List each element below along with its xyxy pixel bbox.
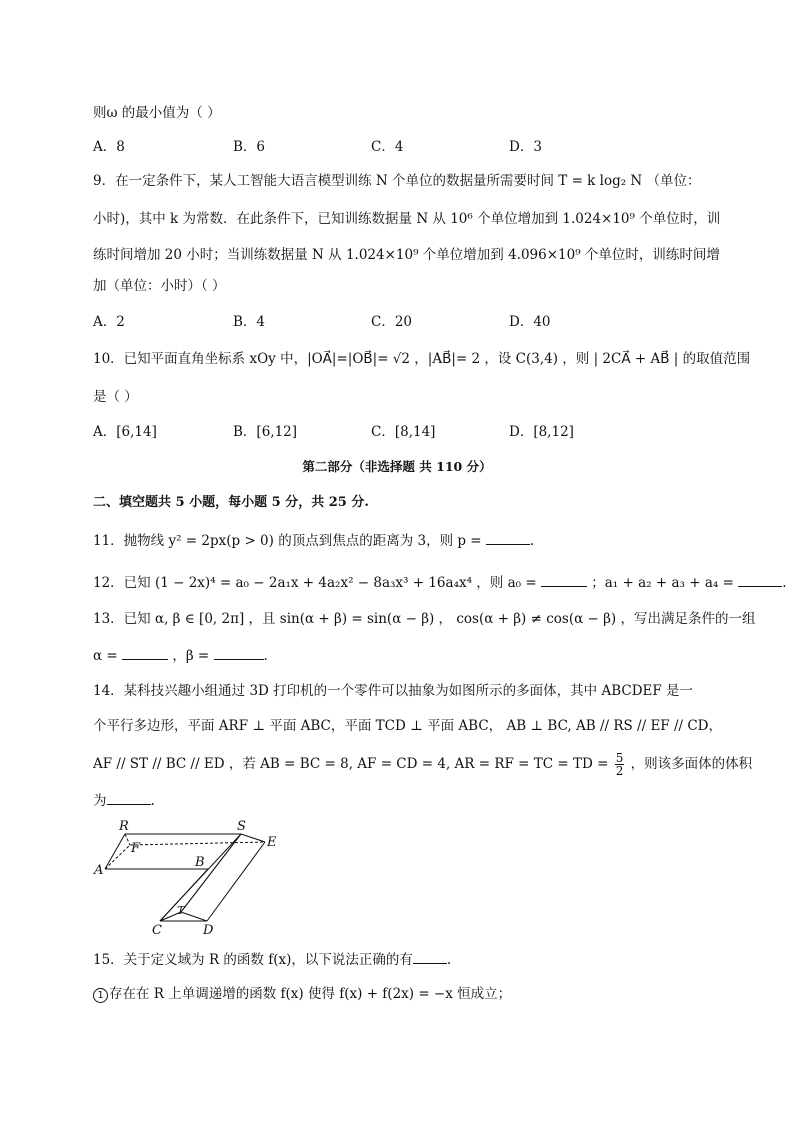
edge-ED — [207, 842, 265, 921]
q10-option-a: A．[6,14] — [93, 424, 157, 440]
part2-title: 第二部分（非选择题 共 110 分） — [302, 459, 492, 474]
q8-option-b: B．6 — [233, 139, 266, 155]
label-S: S — [237, 819, 246, 834]
q13-alpha-blank[interactable] — [122, 646, 168, 660]
q9-option-d: D．40 — [509, 314, 551, 330]
q11-answer-blank[interactable] — [486, 531, 530, 545]
q15-line-1: 15．关于定义域为 R 的函数 f(x)，以下说法正确的有 . — [93, 952, 452, 968]
polyhedron-figure — [93, 812, 293, 937]
q8-option-a: A．8 — [93, 139, 125, 155]
q14-line-4: 为 . — [93, 793, 155, 809]
label-D: D — [203, 923, 214, 937]
q9-option-a: A．2 — [93, 314, 125, 330]
label-F: F — [131, 841, 141, 856]
edge-SE — [241, 834, 265, 842]
q9-line-2: 小时)，其中 k 为常数．在此条件下，已知训练数据量 N 从 10⁶ 个单位增加到 1.024×10⁹ 个单位时，训 — [93, 211, 721, 227]
q12-text: 12．已知 (1 − 2x)⁴ = a₀ − 2a₁x + 4a₂x² − 8a₃x³ + 16a₄x⁴ ，则 a₀ = — [93, 575, 537, 591]
edge-TS — [181, 834, 241, 912]
q14-line-3b: ，则该多面体的体积 — [630, 756, 753, 772]
edge-AF — [105, 845, 130, 869]
q9-line-4: 加（单位：小时）（ ） — [93, 278, 226, 294]
label-E: E — [267, 835, 277, 850]
q14-line-3 — [93, 752, 752, 777]
q9-line-3: 练时间增加 20 小时；当训练数据量 N 从 1.024×10⁹ 个单位增加到 4.096×10⁹ 个单位时，训练时间增 — [93, 247, 720, 263]
q12-mid: ；a₁ + a₂ + a₃ + a₄ = — [591, 575, 734, 591]
label-B: B — [195, 855, 205, 870]
q12: 12．已知 (1 − 2x)⁴ = a₀ − 2a₁x + 4a₂x² − 8a₃x³ + 16a₄x⁴ ，则 a₀ = ；a₁ + a₂ + a₃ + a₄ = . — [93, 575, 787, 591]
q8-option-c: C．4 — [371, 139, 404, 155]
q10-line-2: 是（ ） — [93, 389, 138, 405]
q10-option-c: C．[8,14] — [371, 424, 436, 440]
q9-option-c: C．20 — [371, 314, 413, 330]
q9-options — [93, 313, 713, 331]
edge-SC — [160, 834, 241, 921]
label-C: C — [152, 923, 162, 937]
edge-RF — [125, 834, 130, 845]
q13-line-2: α = ，β = . — [93, 648, 268, 664]
section2-title: 二、填空题共 5 小题，每小题 5 分，共 25 分. — [93, 495, 369, 510]
q9-line-1: 9．在一定条件下，某人工智能大语言模型训练 N 个单位的数据量所需要时间 T = k log₂ N （单位： — [93, 173, 701, 189]
q13-line-1: 13．已知 α, β ∈ [0, 2π] ，且 sin(α + β) = sin(α − β) ， cos(α + β) ≠ cos(α − β) ，写出满足条件的一组 — [93, 611, 756, 627]
q12-answer-blank-2[interactable] — [738, 573, 782, 587]
q13-beta-blank[interactable] — [214, 646, 264, 660]
q14-line-3a: AF // ST // BC // ED ，若 AB = BC = 8, AF = CD = 4, AR = RF = TC = TD = — [93, 756, 609, 772]
q13-alpha-label: α = — [93, 648, 118, 664]
q15-item-1: 1 存在在 R 上单调递增的函数 f(x) 使得 f(x) + f(2x) = −x 恒成立； — [93, 985, 511, 1003]
q11-text: 11．抛物线 y² = 2px(p > 0) 的顶点到焦点的距离为 3，则 p = — [93, 533, 482, 549]
q10-option-b: B．[6,12] — [233, 424, 298, 440]
edge-FE — [130, 842, 265, 845]
q14-line-1: 14．某科技兴趣小组通过 3D 打印机的一个零件可以抽象为如图所示的多面体，其中 ABCDEF 是一 — [93, 683, 694, 699]
polyhedron-diagram — [93, 812, 293, 937]
q10-options — [93, 423, 713, 441]
q14-fraction: $\frac{5}{2}$ — [615, 751, 624, 778]
label-R: R — [119, 819, 129, 834]
q10-option-d: D．[8,12] — [509, 424, 574, 440]
q8-option-d: D．3 — [509, 139, 542, 155]
q10-line-1: 10．已知平面直角坐标系 xOy 中，|OA⃗|=|OB⃗|= √2 ，|AB⃗|= 2 ，设 C(3,4) ，则 | 2CA⃗ + AB⃗ | 的取值范围 — [93, 351, 751, 367]
edge-AR — [105, 834, 125, 869]
q9-option-b: B．4 — [233, 314, 266, 330]
q15-answer-blank[interactable] — [413, 950, 447, 964]
q14-answer-blank[interactable] — [107, 791, 151, 805]
q14-line-2: 个平行多边形，平面 ARF ⊥ 平面 ABC，平面 TCD ⊥ 平面 ABC， AB ⊥ BC, AB // RS // EF // CD， — [93, 718, 722, 734]
q8-stem: 则ω 的最小值为（ ） — [93, 105, 221, 121]
label-T: T — [177, 904, 185, 917]
edge-TD — [181, 912, 207, 921]
q12-answer-blank-1[interactable] — [541, 573, 587, 587]
q13-beta-label: ，β = — [172, 648, 210, 664]
item-1-circle-icon: 1 — [93, 988, 108, 1003]
q8-options — [93, 138, 713, 156]
q11: 11．抛物线 y² = 2px(p > 0) 的顶点到焦点的距离为 3，则 p = . — [93, 533, 535, 549]
label-A: A — [94, 863, 104, 878]
